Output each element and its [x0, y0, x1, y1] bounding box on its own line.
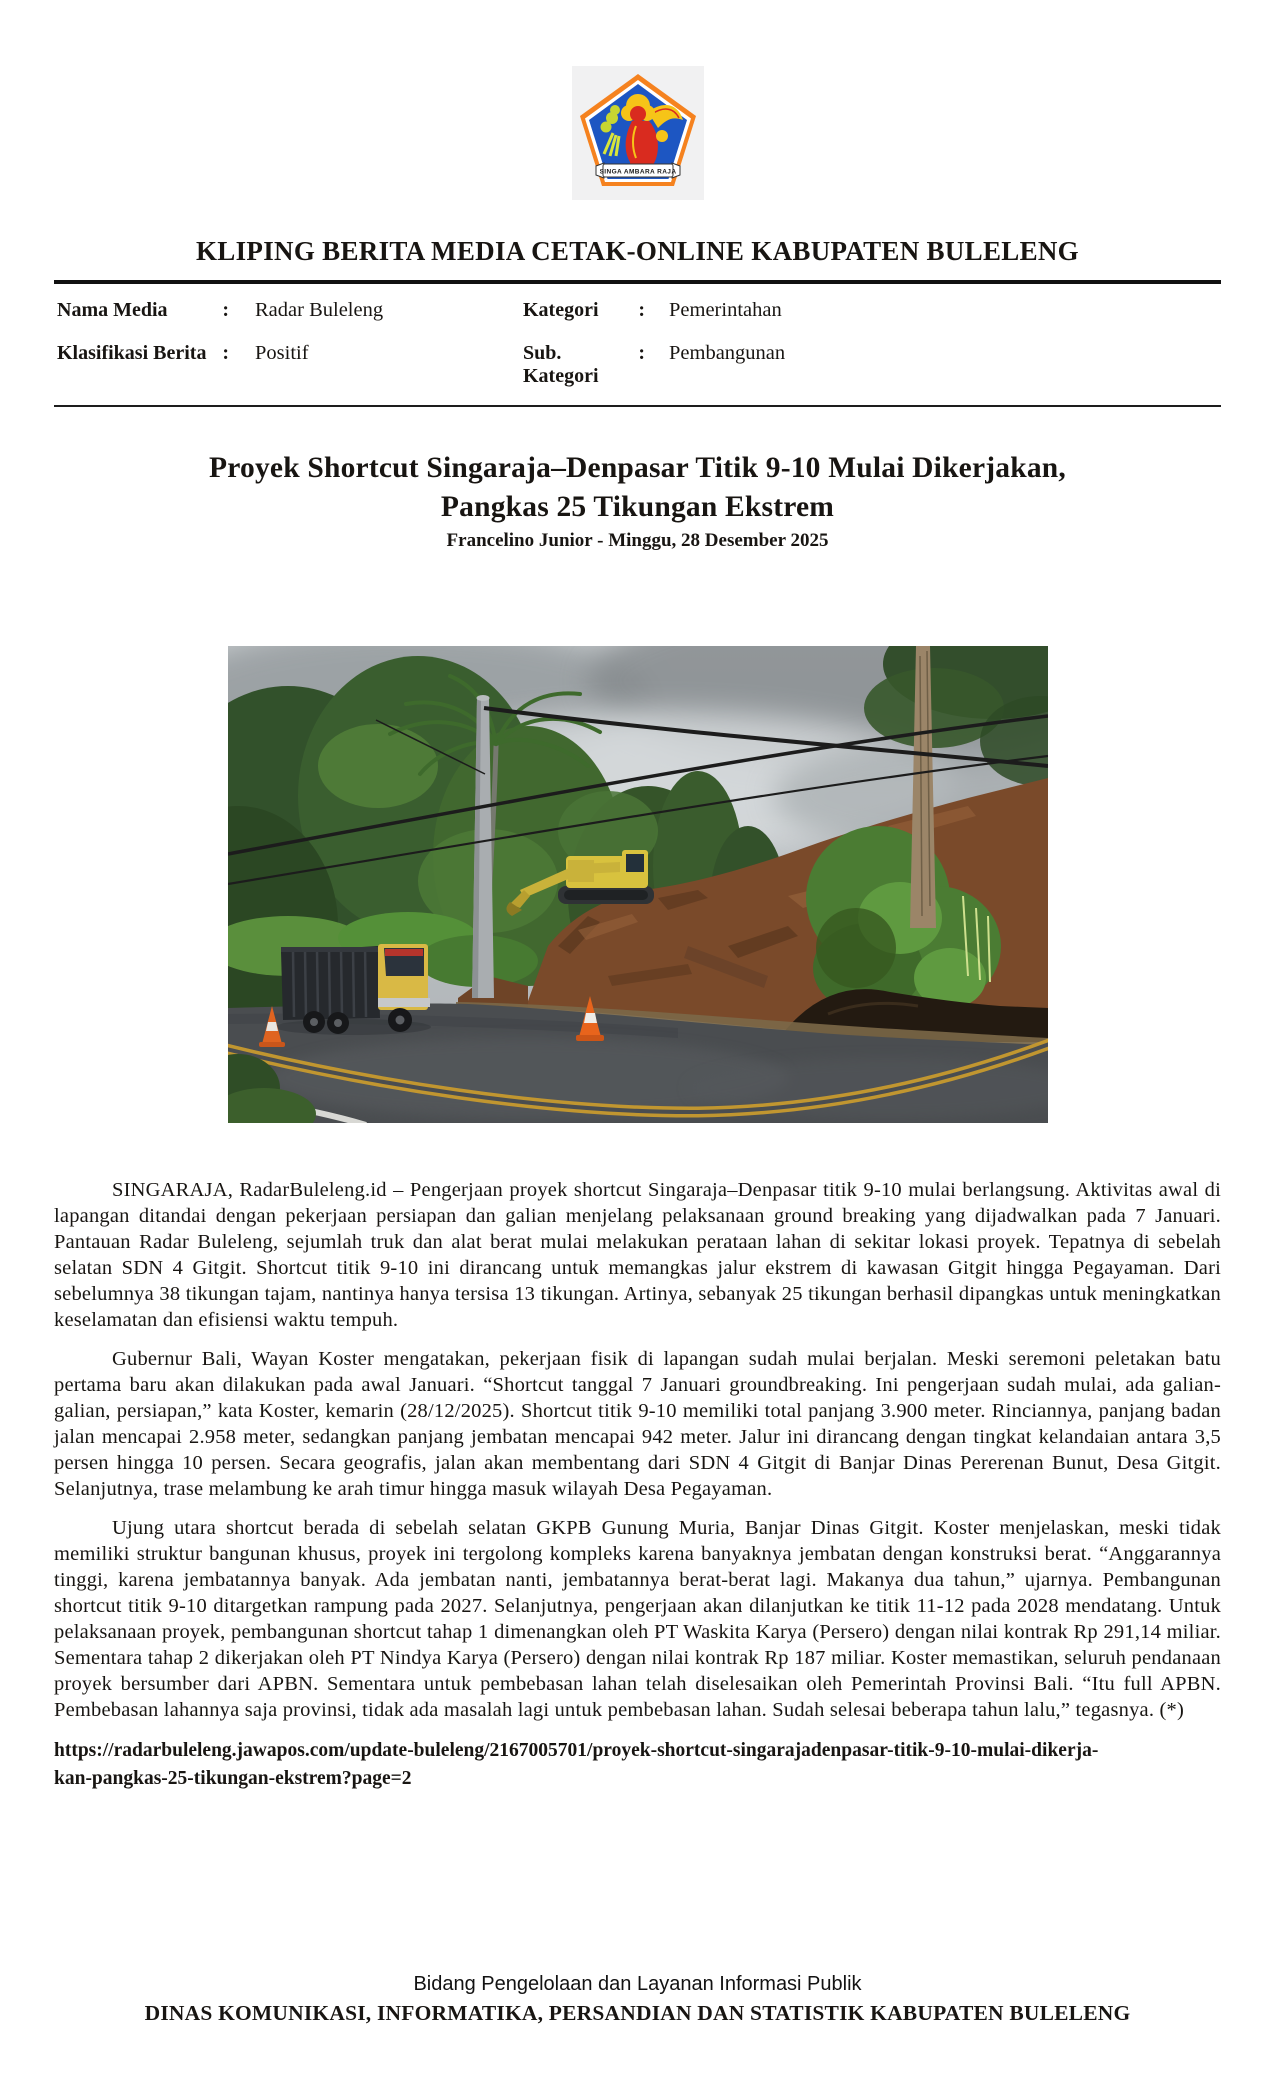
url-line1: https://radarbuleleng.jawapos.com/update-buleleng/2167005701/proyek-shortcut-singarajadenpasar-titik-9-10-mulai-dikerja- [54, 1739, 1099, 1761]
headline-line1: Proyek Shortcut Singaraja–Denpasar Titik 9-10 Mulai Dikerjakan, [209, 452, 1066, 484]
meta-label-text: Klasifikasi Berita [57, 342, 207, 364]
article-paragraph: Gubernur Bali, Wayan Koster mengatakan, pekerjaan fisik di lapangan sudah mulai berjalan. Meski seremoni peletakan batu pertama baru akan dilakukan pada awal Januari. “Shortcut tanggal 7 Januari groundbreaking. Ini pengerjaan sudah mulai, ada galian-galian, persiapan,” kata Koster, kemarin (28/12/2025). Shortcut titik 9-10 memiliki total panjang 3.900 meter. Rinciannya, panjang badan jalan mencapai 2.958 meter, sedangkan panjang jembatan mencapai 942 meter. Jalur ini dirancang dengan tingkat kelandaian antara 3,5 persen hingga 10 persen. Secara geografis, jalan akan membentang dari SDN 4 Gitgit di Banjar Dinas Pererenan Bunut, Desa Gitgit. Selanjutnya, trase melambung ke arah timur hingga masuk wilayah Desa Pegayaman. [54, 1348, 1221, 1501]
metadata-row [54, 288, 1221, 331]
url-line2: kan-pangkas-25-tikungan-ekstrem?page=2 [54, 1767, 412, 1789]
meta-label-text: Sub. Kategori [523, 342, 599, 387]
footer-agency: DINAS KOMUNIKASI, INFORMATIKA, PERSANDIAN DAN STATISTIK KABUPATEN BULELENG [144, 2001, 1131, 2025]
meta-value-nama-media: Radar Buleleng [255, 299, 384, 321]
emblem-banner [596, 163, 680, 178]
construction-site-photo [228, 646, 1048, 1123]
dump-truck [275, 944, 431, 1035]
metadata-row [54, 331, 1221, 397]
meta-colon: : [222, 299, 229, 321]
article-paragraph: SINGARAJA, RadarBuleleng.id – Pengerjaan proyek shortcut Singaraja–Denpasar titik 9-10 mulai berlangsung. Aktivitas awal di lapangan ditandai dengan pekerjaan persiapan dan galian menjelang pelaksanaan ground breaking yang dijadwalkan pada 7 Januari. Pantauan Radar Buleleng, sejumlah truk dan alat berat mulai melakukan perataan lahan di sekitar lokasi proyek. Tepatnya di sebelah selatan SDN 4 Gitgit. Shortcut titik 9-10 ini dirancang untuk memangkas jalur ekstrem di kawasan Gitgit hingga Pegayaman. Dari sebelumnya 38 tikungan tajam, nantinya hanya tersisa 13 tikungan. Artinya, sebanyak 25 tikungan berhasil dipangkas untuk meningkatkan keselamatan dan efisiensi waktu tempuh. [54, 1178, 1221, 1332]
meta-label-kategori [523, 299, 645, 322]
divider-thin [54, 405, 1221, 407]
meta-label-text: Nama Media [57, 299, 168, 321]
meta-label-text: Kategori [523, 299, 599, 321]
document-footer [0, 1973, 1275, 2026]
buleleng-emblem [572, 66, 704, 200]
meta-label-sub-kategori [523, 342, 645, 388]
article-paragraph: Ujung utara shortcut berada di sebelah selatan GKPB Gunung Muria, Banjar Dinas Gitgit. Koster menjelaskan, meski tidak memiliki struktur bangunan khusus, proyek ini tergolong kompleks karena banyaknya jembatan dengan konstruksi berat. “Anggarannya tinggi, karena jembatannya banyak. Ada jembatan nanti, jembatannya berat-berat lagi. Makanya dua tahun,” ujarnya. Pembangunan shortcut titik 9-10 ditargetkan rampung pada 2027. Selanjutnya, pengerjaan akan dilanjutkan ke titik 11-12 pada 2028 mendatang. Untuk pelaksanaan proyek, pembangunan shortcut tahap 1 dimenangkan oleh PT Waskita Karya (Persero) dengan nilai kontrak Rp 291,14 miliar. Sementara tahap 2 dikerjakan oleh PT Nindya Karya (Persero) dengan nilai kontrak Rp 187 miliar. Koster memastikan, seluruh pendanaan proyek bersumber dari APBN. Sementara untuk pembebasan lahan telah diselesaikan oleh Pemerintah Provinsi Bali. “Itu full APBN. Pembebasan lahannya saja provinsi, tidak ada masalah lagi untuk pembebasan lahan. Sudah selesai beberapa tahun lalu,” tegasnya. (*) [54, 1517, 1221, 1722]
divider-thick [54, 280, 1221, 284]
singa-ambara-raja-emblem-icon [572, 66, 704, 200]
meta-label-klasifikasi [57, 342, 229, 365]
article-byline: Francelino Junior - Minggu, 28 Desember 2025 [446, 529, 829, 551]
meta-value-kategori: Pemerintahan [669, 299, 782, 321]
article-headline [80, 449, 1195, 527]
meta-value-sub-kategori: Pembangunan [669, 342, 786, 364]
document-title: KLIPING BERITA MEDIA CETAK-ONLINE KABUPATEN BULELENG [196, 236, 1079, 266]
meta-colon: : [638, 299, 645, 321]
metadata-table [54, 288, 1221, 397]
footer-division: Bidang Pengelolaan dan Layanan Informasi Publik [413, 1973, 862, 1995]
emblem-banner-text: SINGA AMBARA RAJA [599, 168, 676, 176]
meta-value-klasifikasi: Positif [255, 342, 309, 364]
headline-line2: Pangkas 25 Tikungan Ekstrem [440, 490, 835, 523]
meta-label-nama-media [57, 299, 229, 322]
meta-colon: : [222, 342, 229, 364]
meta-colon: : [638, 342, 645, 364]
article-body [54, 1177, 1221, 1724]
article-source-url [54, 1737, 1221, 1794]
article-photo [228, 646, 1048, 1123]
